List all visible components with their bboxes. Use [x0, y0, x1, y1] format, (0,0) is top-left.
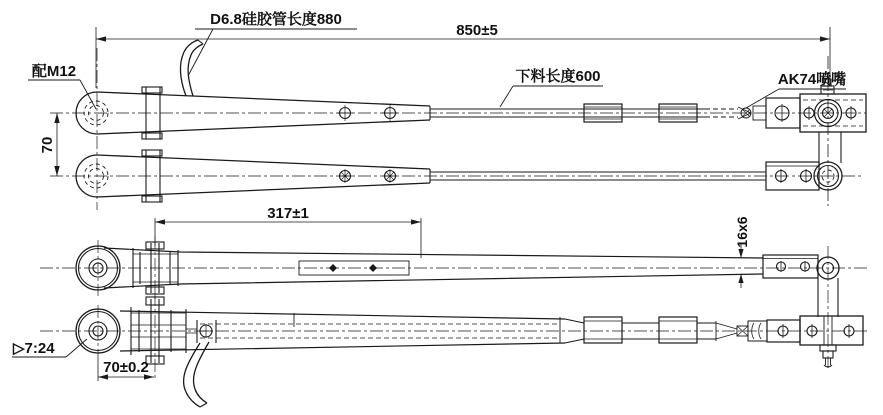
arrowhead — [54, 166, 59, 176]
overall-length-text: 850±5 — [456, 22, 498, 39]
arm-top-edge — [120, 311, 565, 319]
silicone-tube — [184, 342, 209, 407]
arm-bottom-edge — [104, 274, 763, 288]
dim-bar-section — [734, 216, 750, 288]
dim-overall-length — [96, 22, 830, 88]
arm-top-edge — [97, 92, 430, 106]
arrowhead — [738, 274, 743, 283]
head-clamp — [131, 297, 186, 364]
view-side-lower-arm — [40, 293, 870, 407]
leader-line — [80, 80, 96, 109]
taper-text: ▷7:24 — [13, 340, 55, 357]
nozzle-bracket-side — [800, 316, 863, 345]
label-thread — [28, 62, 96, 109]
arrowhead — [155, 219, 165, 224]
head-spacing-text: 70 — [39, 136, 56, 154]
arm-top-edge — [104, 248, 763, 258]
arrowhead — [54, 113, 59, 123]
rod-sleeve — [659, 317, 697, 343]
label-taper — [12, 339, 87, 357]
tube-fitting — [186, 320, 216, 343]
dim-arm-length — [155, 205, 421, 258]
view-plan-lower-arm — [50, 132, 864, 202]
end-plate — [763, 255, 818, 278]
label-cut-length — [500, 67, 603, 107]
arm-top-edge — [97, 155, 430, 169]
arrowhead — [738, 249, 743, 258]
view-plan-upper-arm — [50, 40, 866, 210]
arm-bottom-edge — [97, 183, 430, 197]
thread-text: 配M12 — [31, 63, 77, 80]
rivet-hole — [338, 169, 352, 183]
pivot-offset-text: 70±0.2 — [103, 359, 149, 376]
label-silicone-tube — [188, 10, 357, 76]
arrowhead — [820, 36, 830, 41]
dim-head-spacing — [39, 113, 60, 176]
arm-bottom-edge — [120, 343, 565, 351]
label-nozzle — [746, 71, 846, 108]
rivet-hole — [382, 105, 398, 121]
arrowhead — [411, 219, 421, 224]
nozzle-text: AK74喷嘴 — [777, 71, 847, 88]
rivet-hole — [383, 169, 397, 183]
bar-section-text: 16x6 — [734, 216, 750, 248]
arm-bottom-edge — [97, 120, 430, 134]
dim-pivot-offset — [98, 357, 154, 381]
rivet-hole — [337, 105, 353, 121]
arrowhead — [96, 36, 106, 41]
leader-line — [500, 86, 513, 107]
cut-length-text: 下料长度600 — [515, 68, 601, 85]
link-bar — [819, 132, 841, 163]
arm-length-text: 317±1 — [267, 205, 309, 222]
arm-ticks — [294, 313, 560, 343]
silicone-tube — [180, 40, 203, 96]
silicone-tube-text: D6.8硅胶管长度880 — [210, 11, 342, 28]
rod-sleeve — [584, 317, 622, 343]
